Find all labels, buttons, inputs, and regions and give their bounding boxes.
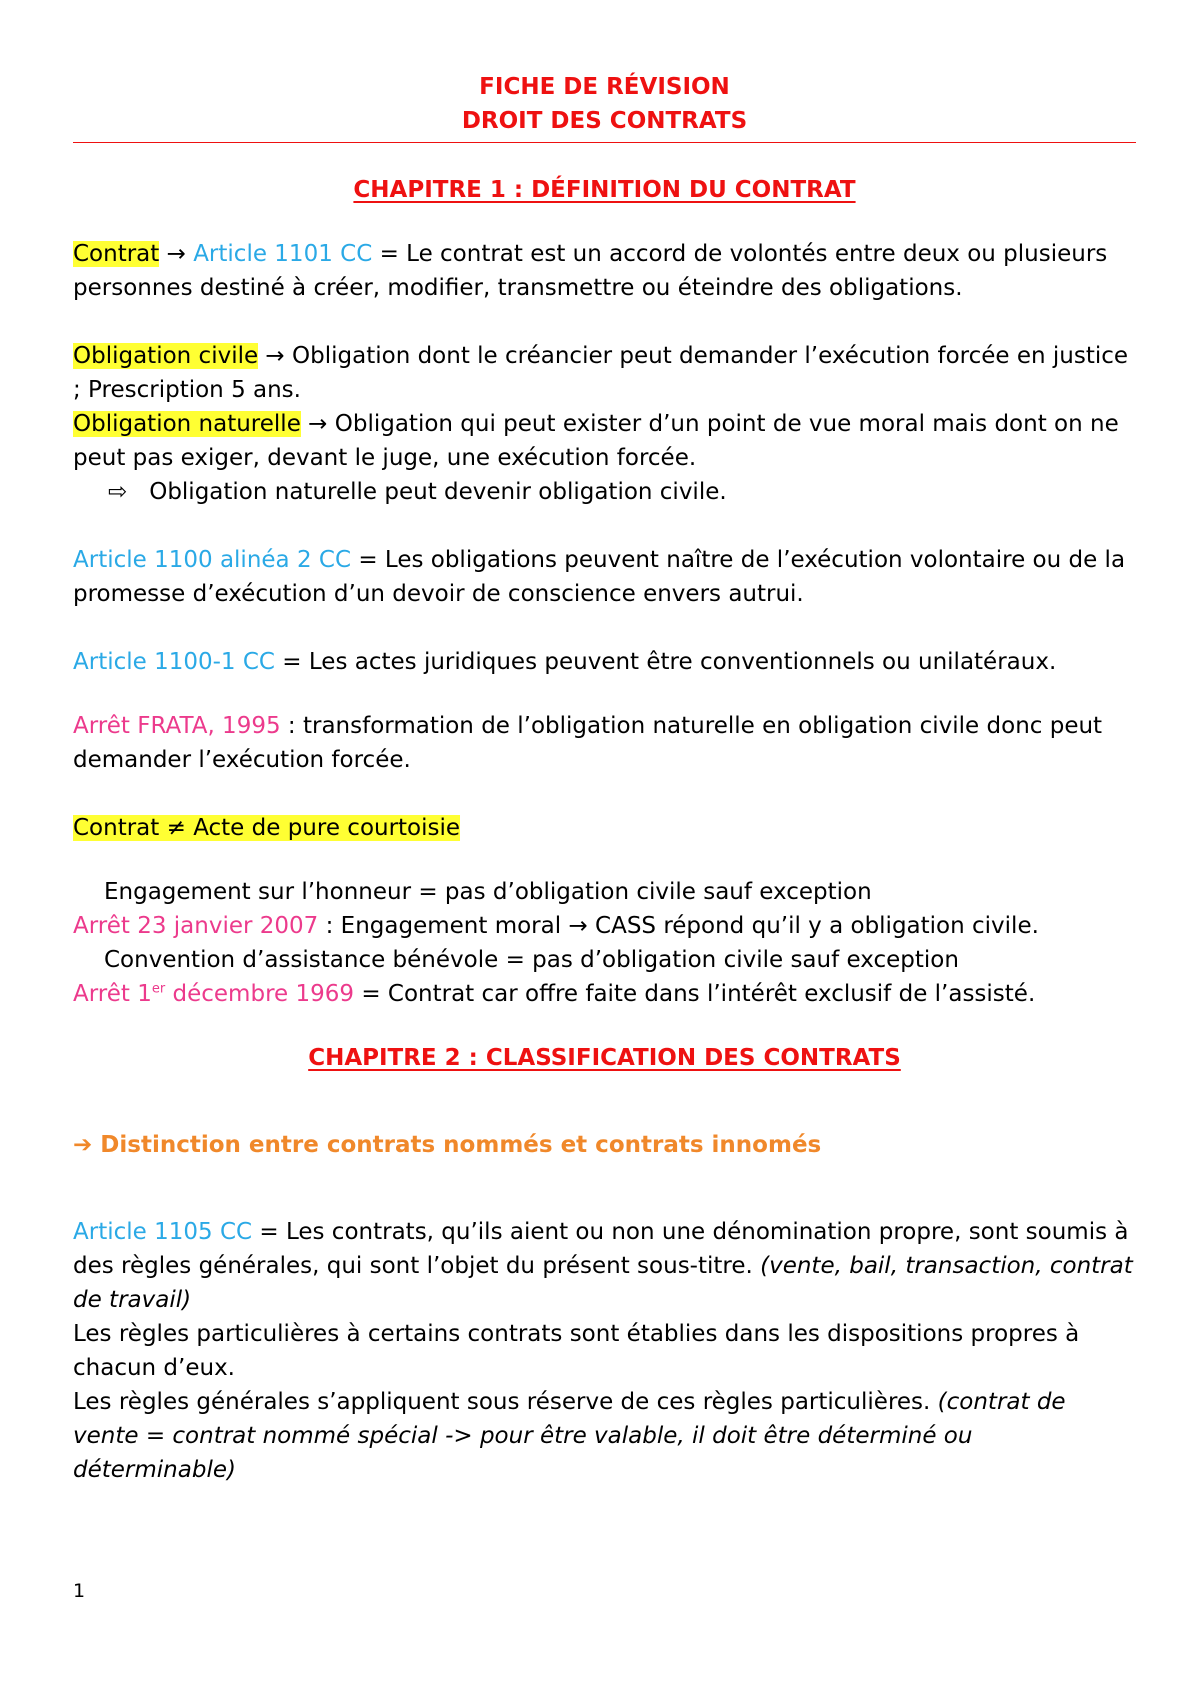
arret-2007-text-after: CASS répond qu’il y a obligation civile.: [587, 913, 1039, 939]
regles-generales-example: (contrat de vente = contrat nommé spécial -> pour être valable, il doit être déterminé ou déterminable): [73, 1389, 1066, 1483]
courtoisie-paragraph: [73, 811, 1136, 845]
article-1100-1-text: = Les actes juridiques peuvent être conventionnels ou unilatéraux.: [275, 649, 1057, 675]
obligation-naturelle-definition: [73, 407, 1136, 475]
arrow-icon: →: [159, 241, 194, 267]
arret-2007-paragraph: [73, 909, 1136, 943]
obligation-civile-text: Obligation dont le créancier peut demander l’exécution forcée en justice ; Prescription 5 ans.: [73, 343, 1129, 403]
article-1105-ref: Article 1105 CC: [73, 1219, 253, 1245]
article-1105-example: (vente, bail, transaction, contrat de travail): [73, 1253, 1133, 1313]
bullet-obligation-conversion: [73, 475, 1136, 509]
arret-frata-text: : transformation de l’obligation naturelle en obligation civile donc peut demander l’exécution forcée.: [73, 713, 1103, 773]
obligation-naturelle-term: Obligation naturelle: [73, 411, 301, 437]
obligation-naturelle-text: Obligation qui peut exister d’un point de vue moral mais dont on ne peut pas exiger, devant le juge, une exécution forcée.: [73, 411, 1119, 471]
article-1100-ref: Article 1100 alinéa 2 CC: [73, 547, 352, 573]
arrow-icon: →: [258, 343, 293, 369]
arrow-icon: ➔: [73, 1132, 93, 1158]
contrat-definition-text: = Le contrat est un accord de volontés entre deux ou plusieurs personnes destiné à créer, modifier, transmettre ou éteindre des obligations.: [73, 241, 1108, 301]
article-1105-paragraph: [73, 1215, 1136, 1317]
arret-1969-text: = Contrat car offre faite dans l’intérêt exclusif de l’assisté.: [354, 981, 1036, 1007]
hollow-arrow-icon: ⇨: [108, 479, 128, 505]
article-1101-ref: Article 1101 CC: [193, 241, 373, 267]
article-1105-text: = Les contrats, qu’ils aient ou non une dénomination propre, sont soumis à des règles générales, qui sont l’objet du présent sous-titre.: [73, 1219, 1129, 1279]
article-1100-paragraph: [73, 543, 1136, 611]
regles-generales: [73, 1385, 1136, 1487]
regles-particulieres: Les règles particulières à certains contrats sont établies dans les dispositions propres à chacun d’eux.: [73, 1321, 1080, 1381]
arrow-icon: →: [300, 411, 335, 437]
bullet-text: Obligation naturelle peut devenir obligation civile.: [149, 479, 727, 505]
chapter-1-heading: CHAPITRE 1 : DÉFINITION DU CONTRAT: [353, 177, 856, 203]
arret-2007-text-before: : Engagement moral: [318, 913, 569, 939]
document-header: [73, 70, 1136, 138]
courtoisie-highlight: Contrat ≠ Acte de pure courtoisie: [73, 815, 461, 841]
obligation-civile-term: Obligation civile: [73, 343, 259, 369]
document-page: [73, 70, 1136, 1487]
arret-1969-paragraph: [73, 977, 1136, 1011]
chapter-2-heading: CHAPITRE 2 : CLASSIFICATION DES CONTRATS: [308, 1045, 901, 1071]
convention-assistance: Convention d’assistance bénévole = pas d’obligation civile sauf exception: [104, 947, 959, 973]
contrat-definition: [73, 237, 1136, 305]
obligation-civile-definition: [73, 339, 1136, 407]
article-1100-text: = Les obligations peuvent naître de l’exécution volontaire ou de la promesse d’exécution d’un devoir de conscience envers autrui.: [73, 547, 1126, 607]
article-1100-1-ref: Article 1100-1 CC: [73, 649, 275, 675]
article-1100-1-paragraph: [73, 645, 1136, 679]
arret-1969-ref: Arrêt 1er décembre 1969: [73, 981, 355, 1007]
arrow-icon: →: [568, 913, 588, 939]
engagement-honneur: Engagement sur l’honneur = pas d’obligation civile sauf exception: [104, 879, 872, 905]
section-title: Distinction entre contrats nommés et contrats innomés: [92, 1132, 822, 1158]
arret-2007-ref: Arrêt 23 janvier 2007: [73, 913, 319, 939]
arret-frata-paragraph: [73, 709, 1136, 777]
contrat-term: Contrat: [73, 241, 160, 267]
document-title-line2: DROIT DES CONTRATS: [461, 108, 748, 134]
regles-generales-text: Les règles générales s’appliquent sous réserve de ces règles particulières.: [73, 1389, 938, 1415]
page-number: 1: [73, 1580, 86, 1602]
arret-frata-ref: Arrêt FRATA, 1995: [73, 713, 281, 739]
section-contrats-nommes: [73, 1128, 1136, 1162]
document-title-line1: FICHE DE RÉVISION: [479, 74, 730, 100]
